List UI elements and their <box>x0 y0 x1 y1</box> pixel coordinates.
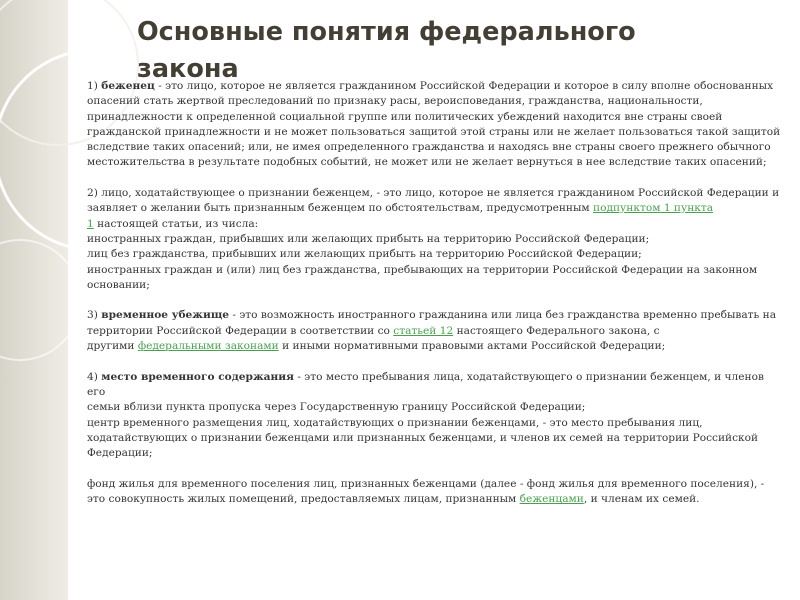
definition-temporary-detention-place <box>87 370 782 462</box>
link-subparagraph-1[interactable]: подпунктом 1 пункта <box>593 202 714 215</box>
item-number: 4) <box>87 370 102 383</box>
text-line: 1) беженец - это лицо, которое не является гражданином Российской Федерации и которое в силу вполне обоснованных <box>87 80 774 92</box>
text-line: опасений стать жертвой преследований по признаку расы, вероисповедания, гражданства, национальности, <box>87 95 703 108</box>
text-line: принадлежности к определенной социальной группе или политических убеждений находится вне страны своей <box>87 110 723 123</box>
text-line: основании; <box>87 278 150 291</box>
definition-housing-fund <box>87 477 782 508</box>
text-line <box>87 217 782 232</box>
text-line: семьи вблизи пункта пропуска через Государственную границу Российской Федерации; <box>87 401 586 414</box>
text-line: ходатайствующих о признании беженцами или признанных беженцами, и членов их семей на территории Российской <box>87 431 759 444</box>
text-fragment: - это возможность иностранного гражданина или лица без гражданства временно пребывать на <box>229 309 777 322</box>
text-line <box>87 339 782 354</box>
text-line: лиц без гражданства, прибывших или желающих прибыть на территорию Российской Федерации; <box>87 248 642 261</box>
link-federal-laws[interactable]: федеральными законами <box>137 340 279 353</box>
text-line <box>87 201 782 216</box>
item-number: 3) <box>87 309 102 322</box>
text-line: фонд жилья для временного поселения лиц, признанных беженцами (далее - фонд жилья для временного поселения), - <box>87 477 765 490</box>
text-fragment: территории Российской Федерации в соответствии со <box>87 324 394 337</box>
text-line: иностранных граждан и (или) лиц без гражданства, пребывающих на территории Российской Федерации на законном <box>87 263 758 276</box>
link-paragraph-1[interactable]: 1 <box>87 217 94 230</box>
link-article-12[interactable]: статьей 12 <box>393 324 454 337</box>
text-fragment: заявляет о желании быть признанным беженцем по обстоятельствам, предусмотренным <box>87 202 594 215</box>
definition-refugee <box>87 79 782 171</box>
text-fragment: - это место пребывания лица, ходатайствующего о признании беженцем, и членов его <box>87 370 764 398</box>
text-line: гражданской принадлежности и не может пользоваться защитой этой страны или не желает пользоваться такой защитой <box>87 125 781 138</box>
text-line <box>87 370 782 401</box>
text-fragment: это совокупность жилых помещений, предоставляемых лицам, признанным <box>87 493 520 506</box>
text-line: 2) лицо, ходатайствующее о признании беженцем, - это лицо, которое не является гражданином Российской Федерации и <box>87 187 780 200</box>
text-line <box>87 324 782 339</box>
definition-temporary-asylum <box>87 308 782 354</box>
text-line: Федерации; <box>87 447 153 460</box>
slide-title: Основные понятия федерального закона <box>137 17 636 84</box>
link-refugees[interactable]: беженцами <box>519 493 584 506</box>
text-fragment: и иными нормативными правовыми актами Российской Федерации; <box>278 340 666 353</box>
term-temporary-asylum: временное убежище <box>101 309 230 322</box>
text-line: иностранных граждан, прибывших или желающих прибыть на территорию Российской Федерации; <box>87 232 650 245</box>
text-line <box>87 308 782 323</box>
term-refugee: беженец <box>101 80 155 92</box>
text-fragment: настоящей статьи, из числа: <box>93 217 259 230</box>
text-line: вследствие таких опасений; или, не имея определенного гражданства и находясь вне страны своего прежнего обычного <box>87 141 771 154</box>
text-line <box>87 492 782 507</box>
term-temporary-detention-place: место временного содержания <box>101 370 294 383</box>
text-fragment: , и членам их семей. <box>583 493 700 506</box>
definition-applicant <box>87 186 782 293</box>
text-fragment: другими <box>87 340 138 353</box>
text-fragment: настоящего Федерального закона, с <box>453 324 660 337</box>
text-line: местожительства в результате подобных событий, не может или не желает вернуться в нее вследствие таких опасений; <box>87 156 767 169</box>
deco-ring-small <box>0 240 80 360</box>
text-line: центр временного размещения лиц, ходатайствующих о признании беженцами, - это место пребывания лиц, <box>87 416 703 429</box>
law-definitions-text <box>87 79 782 523</box>
